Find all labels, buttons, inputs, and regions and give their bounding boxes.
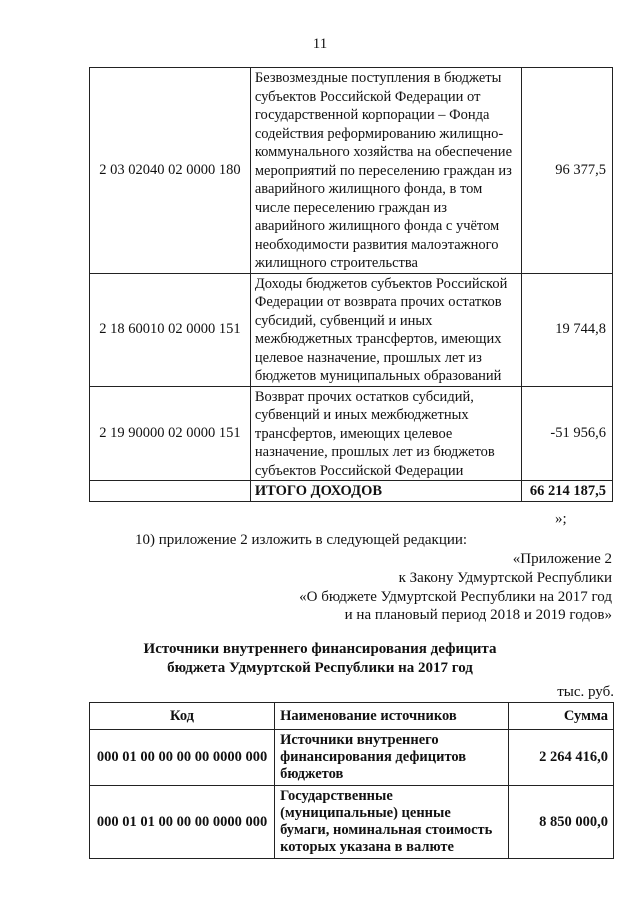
total-row xyxy=(90,481,613,502)
table-row xyxy=(90,786,614,859)
total-label: ИТОГО ДОХОДОВ xyxy=(250,481,522,502)
source-code: 000 01 01 00 00 00 0000 000 xyxy=(90,786,275,859)
table-row xyxy=(90,273,613,386)
source-code: 000 01 00 00 00 00 0000 000 xyxy=(90,730,275,786)
source-sum: 2 264 416,0 xyxy=(509,730,614,786)
income-name: Возврат прочих остатков субсидий, субвенций и иных межбюджетных трансфертов, имеющих целевое назначение, прошлых лет из бюджетов субъектов Российской Федерации xyxy=(250,386,522,481)
table-row xyxy=(90,386,613,481)
table-row xyxy=(90,730,614,786)
table-header-row xyxy=(90,703,614,730)
total-sum: 66 214 187,5 xyxy=(522,481,613,502)
closing-quote: »; xyxy=(555,511,567,527)
appendix-line-4: и на плановый период 2018 и 2019 годов» xyxy=(344,607,612,623)
section-heading-line-2: бюджета Удмуртской Республики на 2017 год xyxy=(167,660,473,676)
header-code: Код xyxy=(90,703,275,730)
income-sum: 19 744,8 xyxy=(522,273,613,386)
header-sum: Сумма xyxy=(509,703,614,730)
clause-text: 10) приложение 2 изложить в следующей редакции: xyxy=(135,532,468,548)
income-name: Безвозмездные поступления в бюджеты субъектов Российской Федерации от государственной корпорации – Фонда содействия реформированию жилищно-коммунального хозяйства на обеспечение мероприятий по переселению граждан из аварийного жилищного фонда, в том числе переселению граждан из аварийного жилищного фонда с учётом необходимости развития малоэтажного жилищного строительства xyxy=(250,68,522,274)
source-name: Источники внутреннего финансирования дефицитов бюджетов xyxy=(275,730,509,786)
appendix-line-3: «О бюджете Удмуртской Республики на 2017 год xyxy=(299,589,612,605)
unit-label: тыс. руб. xyxy=(557,684,614,700)
sources-table xyxy=(89,702,614,859)
appendix-line-1: «Приложение 2 xyxy=(512,551,612,567)
income-name: Доходы бюджетов субъектов Российской Федерации от возврата прочих остатков субсидий, субвенций и иных межбюджетных трансфертов, имеющих целевое назначение, прошлых лет из бюджетов муниципальных образований xyxy=(250,273,522,386)
income-code: 2 03 02040 02 0000 180 xyxy=(90,68,251,274)
income-table xyxy=(89,67,613,502)
appendix-line-2: к Закону Удмуртской Республики xyxy=(398,570,612,586)
income-code: 2 19 90000 02 0000 151 xyxy=(90,386,251,481)
income-sum: 96 377,5 xyxy=(522,68,613,274)
income-code: 2 18 60010 02 0000 151 xyxy=(90,273,251,386)
source-name: Государственные (муниципальные) ценные бумаги, номинальная стоимость которых указана в валюте xyxy=(275,786,509,859)
source-sum: 8 850 000,0 xyxy=(509,786,614,859)
header-name: Наименование источников xyxy=(275,703,509,730)
section-heading-line-1: Источники внутреннего финансирования дефицита xyxy=(143,641,497,657)
total-code-empty xyxy=(90,481,251,502)
page-number: 11 xyxy=(312,36,328,52)
income-sum: -51 956,6 xyxy=(522,386,613,481)
table-row xyxy=(90,68,613,274)
